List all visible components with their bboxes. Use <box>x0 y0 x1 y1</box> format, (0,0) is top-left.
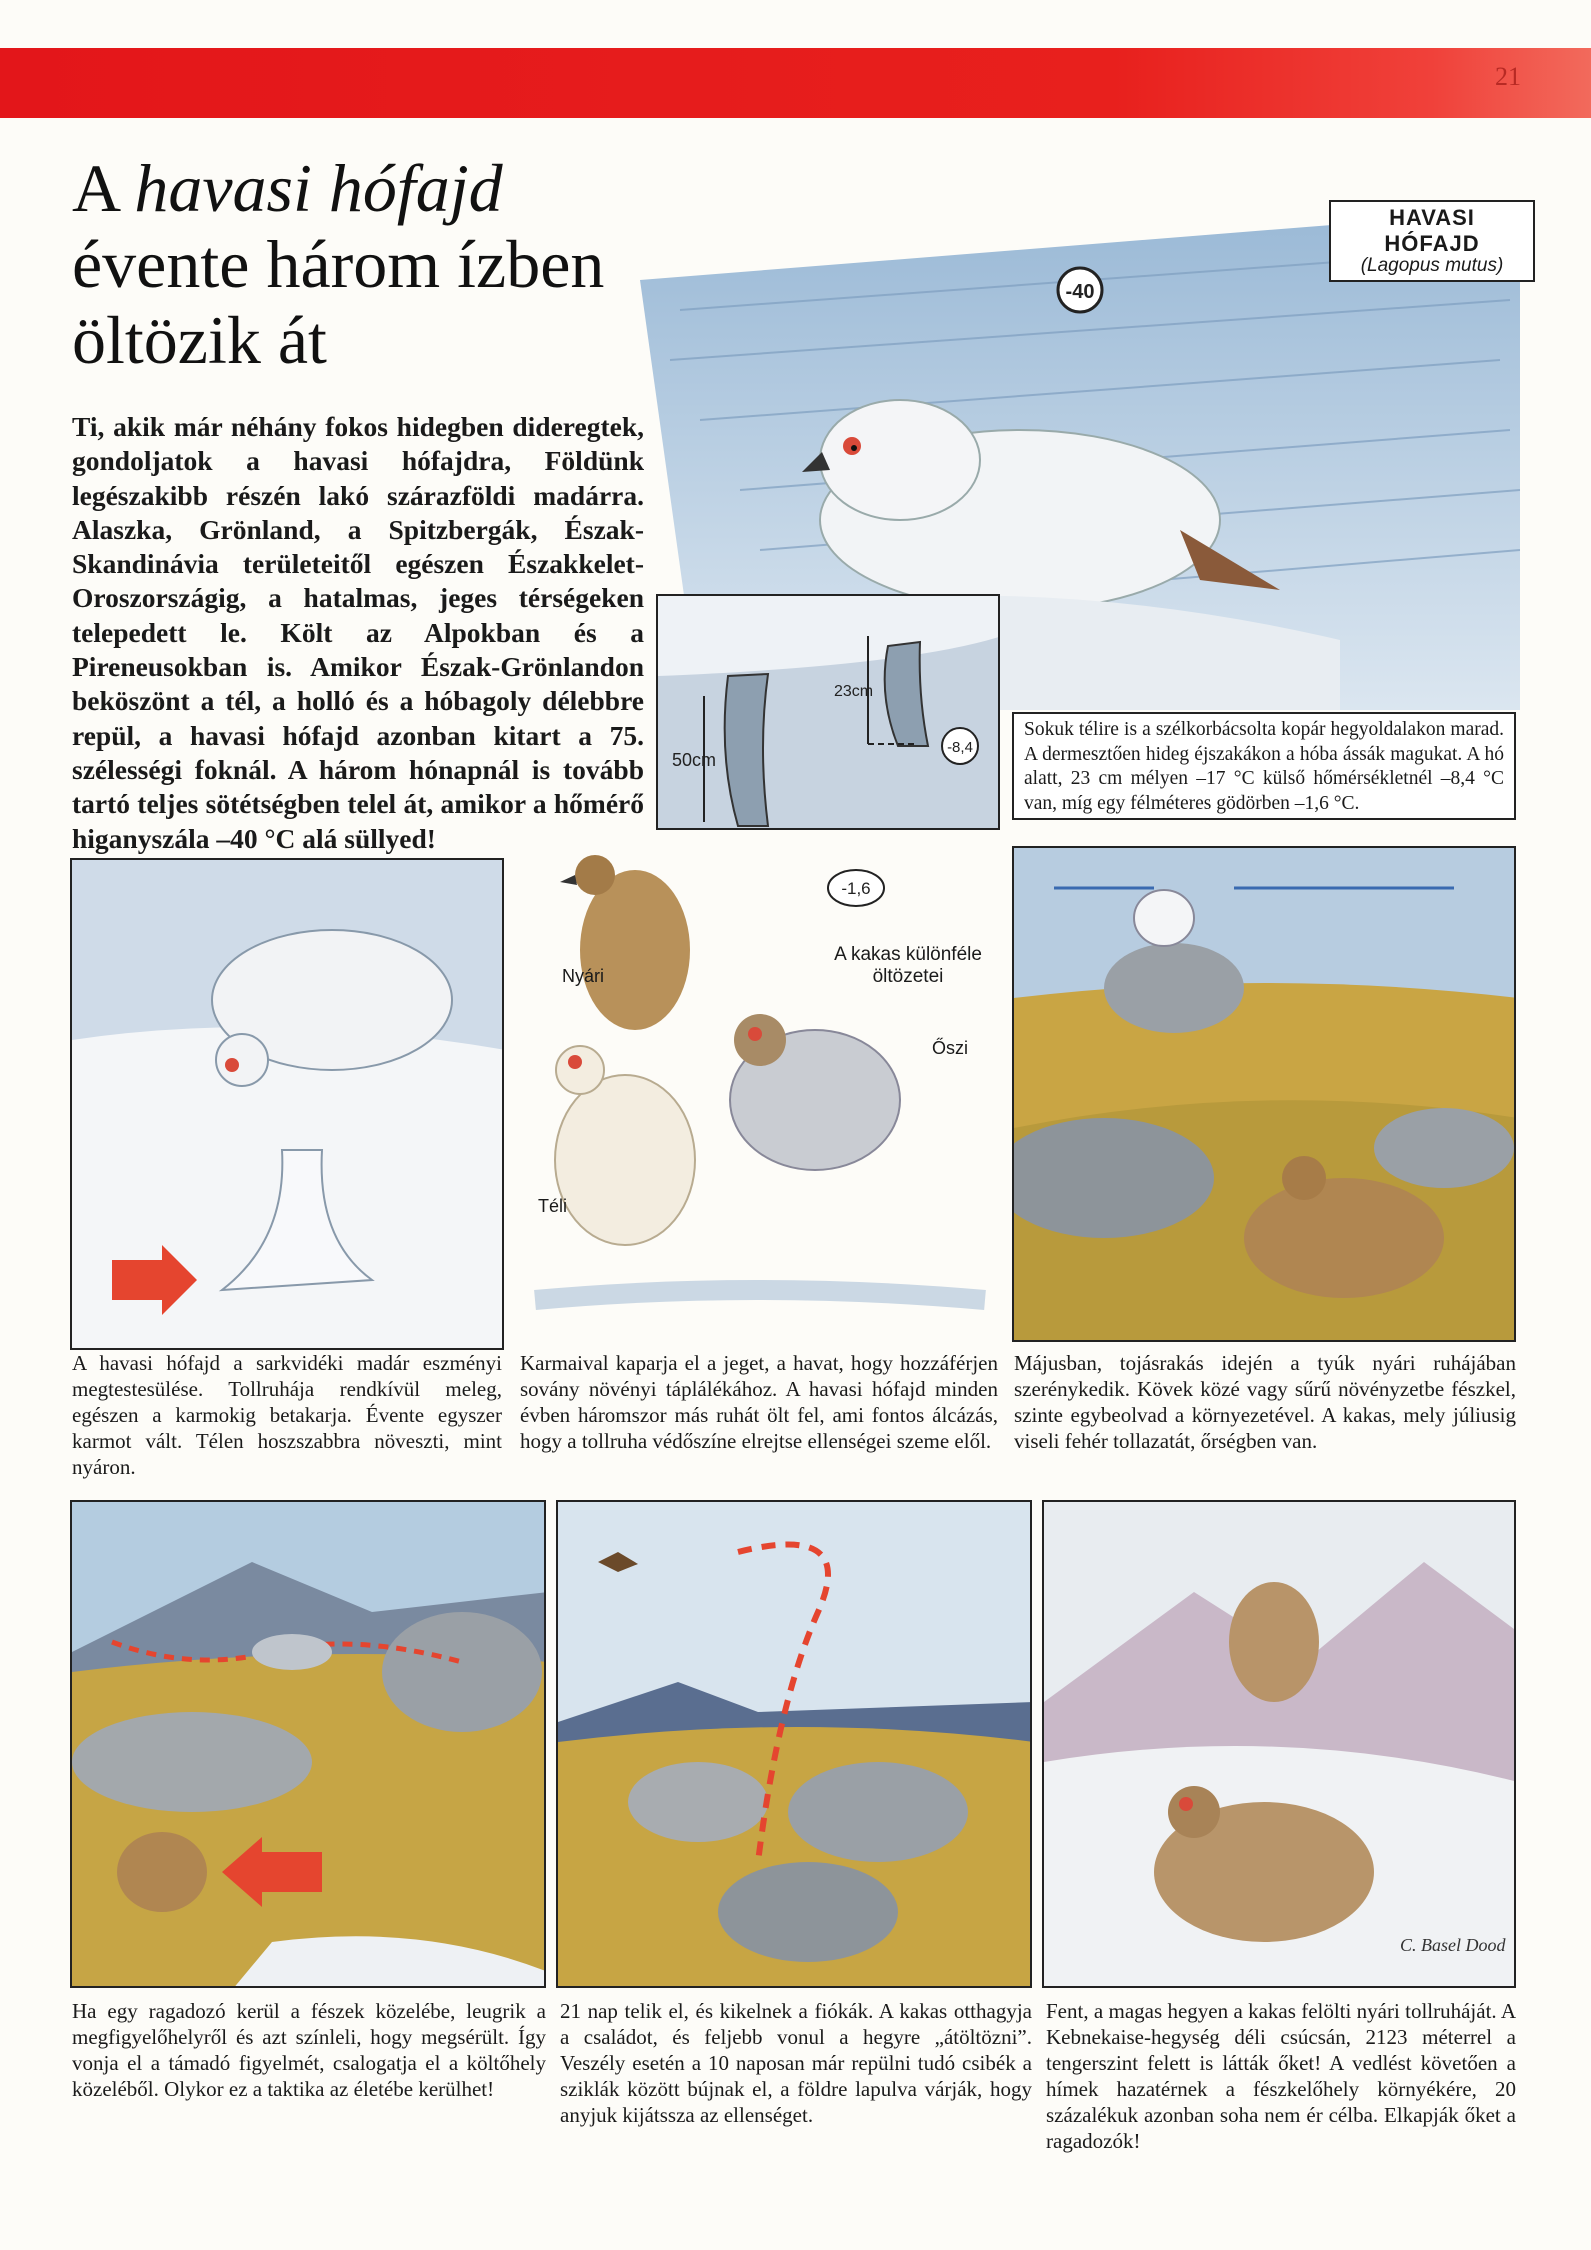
panel-scratching-snow <box>70 858 504 1350</box>
plumage-winter-label: Téli <box>538 1196 568 1216</box>
panel-nesting-hen <box>1012 846 1516 1342</box>
snow-burrow-caption: Sokuk télire is a szélkorbácsolta kopár hegyoldalakon marad. A dermesztően hideg éjszakákon a hóba ássák magukat. A hó alatt, 23 cm mélyen –17 °C külső hőmérsékletnél –8,4 °C van, míg egy félméteres gödörben –1,6 °C. <box>1012 712 1516 820</box>
depth-50-label: 50cm <box>672 750 717 770</box>
plumage-title: A kakas különféle öltözetei <box>834 944 982 987</box>
page-number: 21 <box>1495 62 1521 91</box>
title-rest: évente három ízben öltözik át <box>72 226 605 378</box>
caption-row1-2: Karmaival kaparja el a jeget, a havat, hogy hozzáférjen sovány növényi táplálékához. A havasi hófajd minden évben háromszor más ruhát ölt fel, ami fontos álcázás, hogy a tollruha védőszíne elrejtse ellenségei szeme elől. <box>520 1351 998 1453</box>
page-title <box>72 150 672 378</box>
artist-signature: C. Basel Dood <box>1400 1935 1506 1955</box>
panel-chicks-hiding <box>556 1500 1032 1988</box>
temp-air-label: -40 <box>1065 281 1095 303</box>
temp-23-label: -8,4 <box>947 739 973 756</box>
plumage-summer-label: Nyári <box>562 966 605 986</box>
caption-row1-3: Májusban, tojásrakás idején a tyúk nyári ruhájában szerénykedik. Kövek közé vagy sűrű növényzetbe fészkel, szinte egybeolvad a környezetével. A kakas, mely júliusig viseli fehér tollazatát, őrségben van. <box>1014 1351 1516 1453</box>
panel-mountain-male <box>1042 1500 1516 1988</box>
caption-row2-3: Fent, a magas hegyen a kakas felölti nyári tollruháját. A Kebnekaise-hegység déli csúcsán, 2123 méterrel a tengerszint felett is látták őket! A vedlést követően a hímek hazatérnek a fészkelőhely környékére, 20 százalékuk azonban soha nem ér célba. Elkapják őket a ragadozók! <box>1046 1999 1516 2153</box>
panel-predator-distraction <box>70 1500 546 1988</box>
intro-paragraph: Ti, akik már néhány fokos hidegben dideregtek, gondoljatok a havasi hófajdra, Földünk legészakibb részén lakó szárazföldi madárra. Alaszka, Grönland, a Spitzbergák, Észak-Skandinávia területeitől egészen Északkelet-Oroszországig, a hatalmas, jeges térségeken telepedett le. Költ az Alpokban és a Pireneusokban is. Amikor Észak-Grönlandon beköszönt a tél, a holló és a hóbagoly délebbre repül, a havasi hófajd azonban kitart a 75. szélességi foknál. A három hónapnál is tovább tartó teljes sötétségben telel át, amikor a hőmérő higanyszála –40 °C alá süllyed! <box>72 411 644 854</box>
title-italic: havasi hófajd <box>134 150 503 226</box>
species-name: HAVASI HÓFAJD <box>1384 205 1480 256</box>
caption-row1-1: A havasi hófajd a sarkvidéki madár eszményi megtestesülése. Tollruhája rendkívül meleg, egészen a karmokig betakarja. Évente egyszer karmot vált. Télen hoszszabbra növeszti, mint nyáron. <box>72 1351 502 1479</box>
panel-plumage-variants <box>515 840 1005 1350</box>
plumage-autumn-label: Őszi <box>932 1038 968 1058</box>
title-prefix: A <box>72 150 135 226</box>
temp-50-label: -1,6 <box>841 879 871 898</box>
snow-burrow-diagram <box>656 594 1000 830</box>
header-red-bar <box>0 48 1591 118</box>
species-latin: (Lagopus mutus) <box>1360 255 1504 276</box>
species-label <box>1329 200 1535 282</box>
caption-row2-2: 21 nap telik el, és kikelnek a fiókák. A kakas otthagyja a családot, és feljebb vonul a hegyre „átöltözni”. Veszély esetén a 10 naposan már repülni tudó csibék a sziklák között bújnak el, a földre lapulva várják, hogy anyjuk kijátssza az ellenséget. <box>560 1999 1032 2127</box>
caption-row2-1: Ha egy ragadozó kerül a fészek közelébe, leugrik a megfigyelőhelyről és azt színleli, hogy megsérült. Így vonja el a támadó figyelmét, csalogatja el a költőhely közeléből. Olykor ez a taktika az életébe kerülhet! <box>72 1999 546 2101</box>
depth-23-label: 23cm <box>834 683 874 700</box>
